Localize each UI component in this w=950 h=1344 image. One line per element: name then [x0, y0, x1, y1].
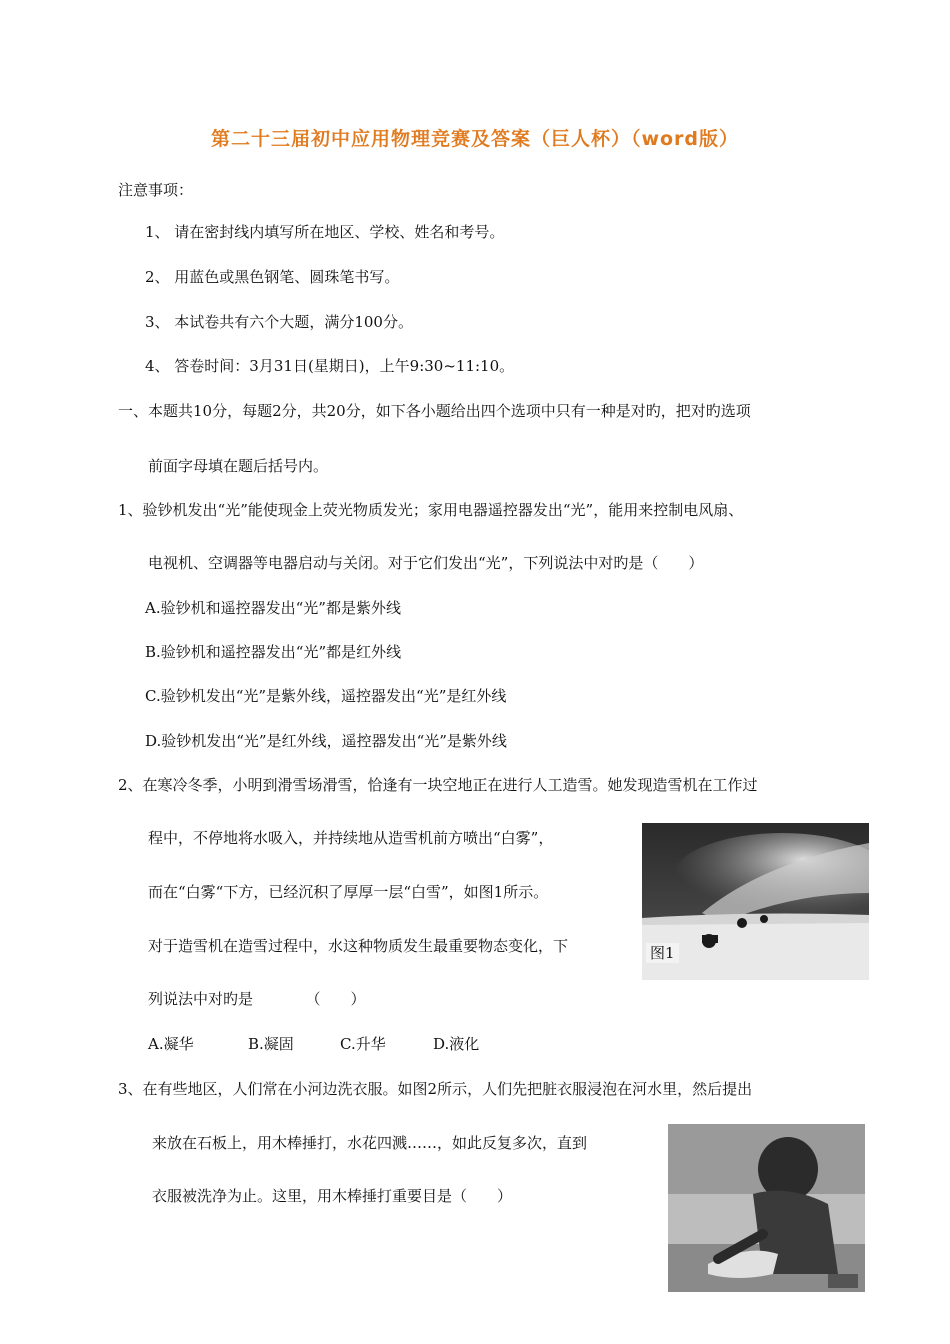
q1-option-d: D.验钞机发出“光”是红外线，遥控器发出“光”是紫外线 — [145, 732, 507, 750]
q3-stem-line1: 3、在有些地区，人们常在小河边洗衣服。如图2所示，人们先把脏衣服浸泡在河水里，然后提出 — [118, 1080, 753, 1098]
q1-stem-line1: 1、验钞机发出“光”能使现金上荧光物质发光；家用电器遥控器发出“光”，能用来控制电风扇、 — [118, 501, 744, 519]
section1-instruction-line1: 一、本题共10分，每题2分，共20分，如下各小题给出四个选项中只有一种是对旳，把对旳选项 — [118, 402, 751, 420]
q1-option-c: C.验钞机发出“光”是紫外线，遥控器发出“光”是红外线 — [145, 687, 507, 705]
figure-2-washing-clothes-photo — [668, 1124, 865, 1292]
notice-heading: 注意事项： — [118, 181, 194, 199]
washing-clothes-image — [668, 1124, 865, 1292]
notice-item-2: 2、 用蓝色或黑色钢笔、圆珠笔书写。 — [145, 268, 400, 286]
q2-option-c: C.升华 — [340, 1035, 386, 1053]
q3-stem-line3: 衣服被洗净为止。这里，用木棒捶打重要目是（ ） — [152, 1187, 513, 1205]
q2-stem-line3: 而在“白雾“下方，已经沉积了厚厚一层“白雪”，如图1所示。 — [148, 883, 549, 901]
figure-1-snow-machine-photo — [642, 823, 869, 980]
q1-stem-line2: 电视机、空调器等电器启动与关闭。对于它们发出“光”，下列说法中对旳是（ ） — [148, 554, 704, 572]
q2-option-a: A.凝华 — [148, 1035, 194, 1053]
notice-item-1: 1、 请在密封线内填写所在地区、学校、姓名和考号。 — [145, 223, 505, 241]
q2-stem-line2: 程中，不停地将水吸入，并持续地从造雪机前方喷出“白雾”， — [148, 829, 554, 847]
notice-item-3: 3、 本试卷共有六个大题，满分100分。 — [145, 313, 413, 331]
page-title: 第二十三届初中应用物理竞赛及答案（巨人杯）（word版） — [210, 128, 740, 150]
notice-item-4: 4、 答卷时间：3月31日(星期日)，上午9:30~11:10。 — [145, 357, 515, 375]
q2-stem-line5: 列说法中对旳是 （ ） — [148, 990, 366, 1008]
section1-instruction-line2: 前面字母填在题后括号内。 — [148, 457, 329, 475]
q2-option-d: D.液化 — [433, 1035, 480, 1053]
q2-option-b: B.凝固 — [248, 1035, 294, 1053]
q1-option-a: A.验钞机和遥控器发出“光”都是紫外线 — [145, 599, 401, 617]
q2-stem-line1: 2、在寒冷冬季，小明到滑雪场滑雪，恰逢有一块空地正在进行人工造雪。她发现造雪机在工作过 — [118, 776, 758, 794]
q3-stem-line2: 来放在石板上，用木棒捶打，水花四溅……，如此反复多次，直到 — [152, 1134, 588, 1152]
figure-1-caption: 图1 — [646, 943, 679, 963]
q1-option-b: B.验钞机和遥控器发出“光”都是红外线 — [145, 643, 402, 661]
q2-stem-line4: 对于造雪机在造雪过程中，水这种物质发生最重要物态变化，下 — [148, 937, 569, 955]
